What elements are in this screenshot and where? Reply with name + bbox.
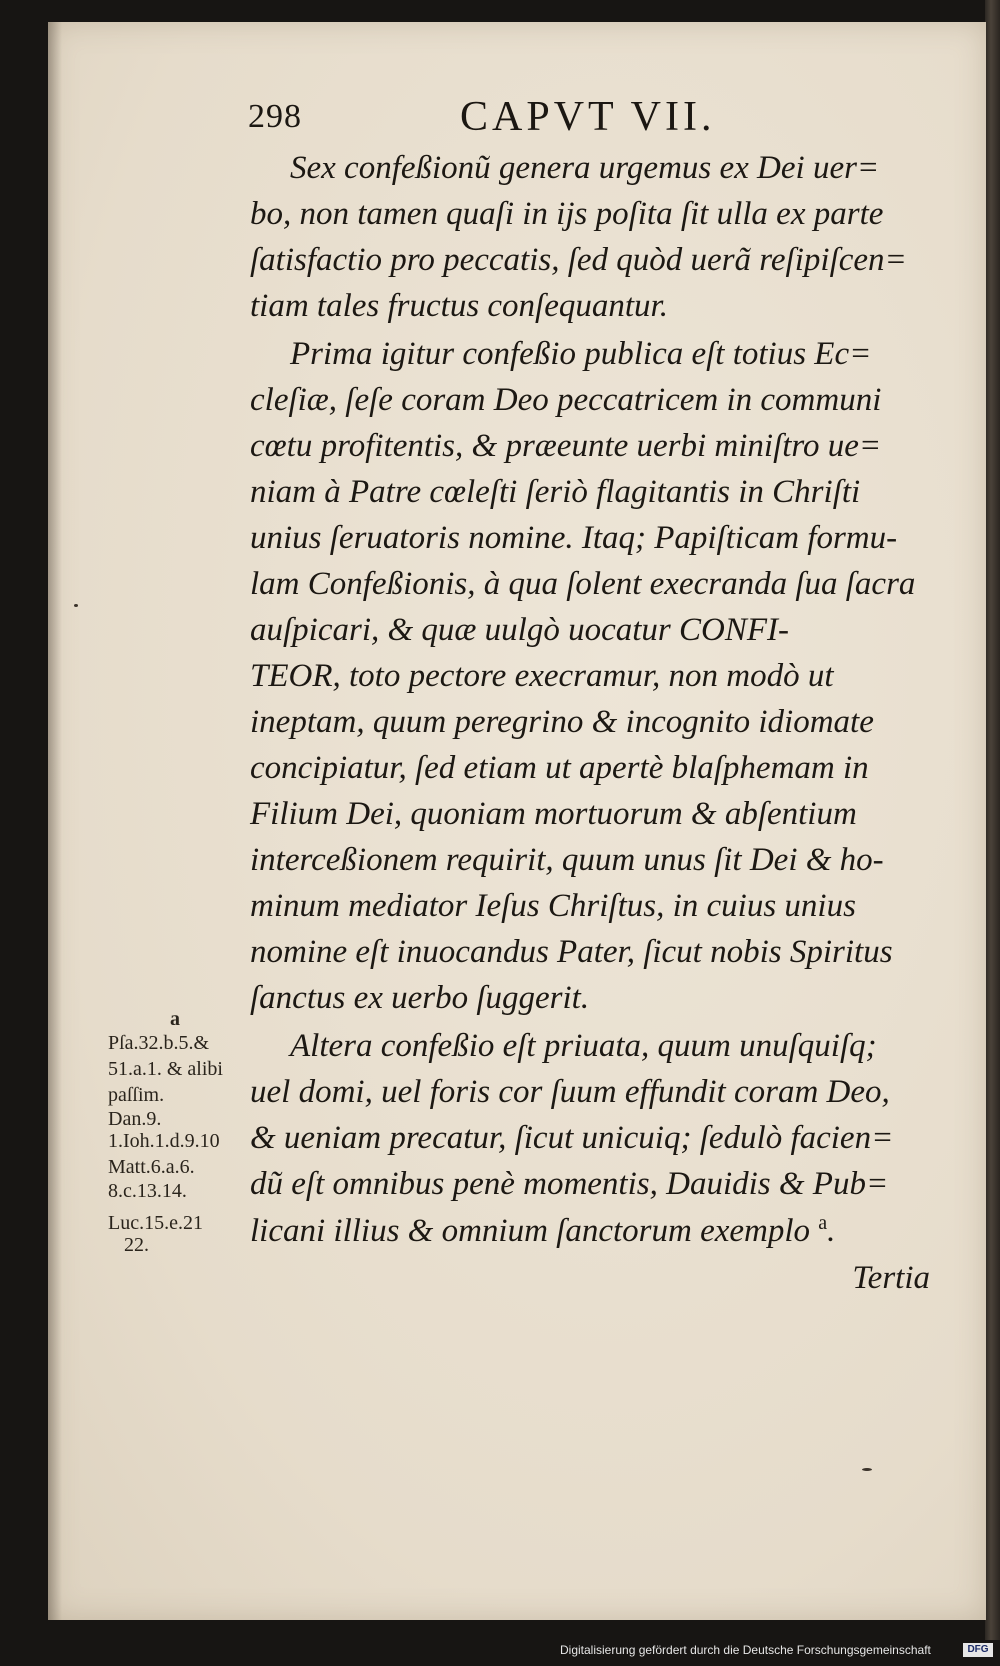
text-line-with-note: licani illius & omnium ſanctorum exemplo $^a$. xyxy=(250,1212,836,1249)
text-line: nomine eſt inuocandus Pater, ſicut nobis Spiritus xyxy=(250,934,893,970)
running-head: CAPVT VII. xyxy=(460,94,716,140)
footnote-reference: a xyxy=(818,1212,828,1234)
text-line: uel domi, uel foris cor ſuum effundit coram Deo, xyxy=(250,1074,890,1110)
text-line: unius ſeruatoris nomine. Itaq; Papiſticam formu- xyxy=(250,520,898,556)
text-line: ſatisfactio pro peccatis, ſed quòd uerã reſipiſcen= xyxy=(250,242,907,278)
text-line: auſpicari, & quæ uulgò uocatur CONFI- xyxy=(250,612,789,648)
page-gutter-shadow xyxy=(48,22,62,1620)
margin-note-line: 22. xyxy=(124,1234,149,1256)
margin-note-line: Dan.9. xyxy=(108,1108,162,1130)
text-line: cœtu profitentis, & præeunte uerbi miniſtro ue= xyxy=(250,428,882,464)
text-line: interceßionem requirit, quum unus ſit Dei & ho- xyxy=(250,842,884,878)
text-line: niam à Patre cœleſti ſeriò flagitantis in Chriſti xyxy=(250,474,861,510)
margin-note-line: paſſim. xyxy=(108,1084,165,1106)
margin-note-line: Pſa.32.b.5.& xyxy=(108,1032,210,1054)
text-line: Altera confeßio eſt priuata, quum unuſquiſq; xyxy=(290,1028,877,1064)
text-line: bo, non tamen quaſi in ijs poſita ſit ulla ex parte xyxy=(250,196,884,232)
margin-note-line: Luc.15.e.21 xyxy=(108,1212,203,1234)
paper-speck xyxy=(862,1468,872,1471)
text-line: lam Confeßionis, à qua ſolent execranda ſua ſacra xyxy=(250,566,916,602)
catchword: Tertia xyxy=(852,1260,930,1296)
text-line: ſanctus ex uerbo ſuggerit. xyxy=(250,980,590,1016)
margin-note-line: 8.c.13.14. xyxy=(108,1180,187,1202)
dfg-logo: DFG xyxy=(963,1643,993,1657)
text-line: dũ eſt omnibus penè momentis, Dauidis & Pub= xyxy=(250,1166,889,1202)
margin-note-line: Matt.6.a.6. xyxy=(108,1156,195,1178)
text-line-content: licani illius & omnium ſanctorum exemplo xyxy=(250,1213,811,1249)
text-line: TEOR, toto pectore execramur, non modò ut xyxy=(250,658,834,694)
margin-note-line: 51.a.1. & alibi xyxy=(108,1058,223,1080)
text-line: tiam tales fructus conſequantur. xyxy=(250,288,668,324)
margin-note-line: 1.Ioh.1.d.9.10 xyxy=(108,1130,220,1152)
paper-speck xyxy=(74,604,78,607)
text-line: ineptam, quum peregrino & incognito idiomate xyxy=(250,704,874,740)
text-line: concipiatur, ſed etiam ut apertè blaſphemam in xyxy=(250,750,869,786)
page-edge xyxy=(985,0,1000,1640)
page-number: 298 xyxy=(248,98,302,135)
digitization-credit: Digitalisierung gefördert durch die Deutsche Forschungsgemeinschaft xyxy=(560,1643,931,1657)
text-line: & ueniam precatur, ſicut unicuiq; ſedulò facien= xyxy=(250,1120,894,1156)
text-line: Sex confeßionũ genera urgemus ex Dei uer= xyxy=(290,150,880,186)
text-line: cleſiæ, ſeſe coram Deo peccatricem in communi xyxy=(250,382,882,418)
text-line: Prima igitur confeßio publica eſt totius Ec= xyxy=(290,336,872,372)
text-line: minum mediator Ieſus Chriſtus, in cuius unius xyxy=(250,888,856,924)
text-line: Filium Dei, quoniam mortuorum & abſentium xyxy=(250,796,857,832)
margin-note-marker: a xyxy=(170,1008,180,1030)
